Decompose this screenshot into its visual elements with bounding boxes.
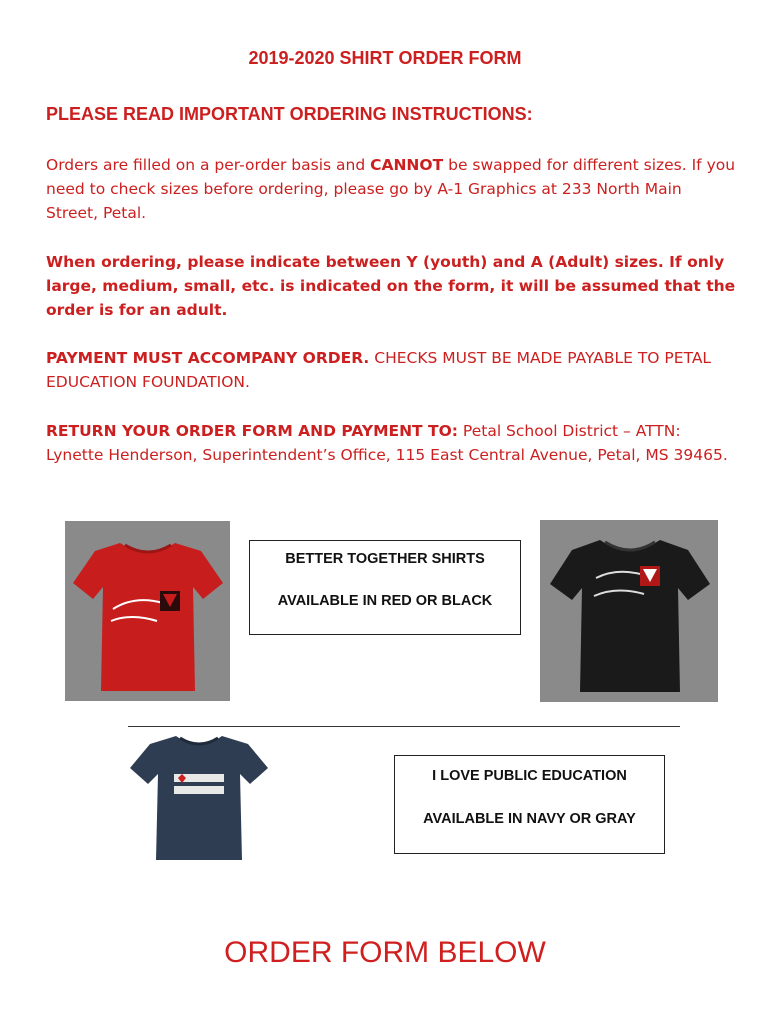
return-rest: Petal School District – ATTN: Lynette Henderson, Superintendent’s Office, 115 East Central Avenue, Petal, MS 39465.	[46, 422, 728, 464]
payment-bold: PAYMENT MUST ACCOMPANY ORDER.	[46, 349, 370, 367]
public-education-info-box	[394, 755, 665, 854]
instructions-paragraph-payment	[46, 346, 736, 394]
instructions-paragraph-youth-adult: When ordering, please indicate between Y (youth) and A (Adult) sizes. If only large, medium, small, etc. is indicated on the form, it will be assumed that the order is for an adult.	[46, 253, 736, 319]
better-together-info-box	[249, 540, 521, 635]
para1-text-end: be swapped for different sizes. If you need to check sizes before ordering, please go by A-1 Graphics at 233 North Main Street, Petal.	[46, 156, 736, 222]
public-education-title: I LOVE PUBLIC EDUCATION	[432, 768, 627, 784]
order-form-below-heading: ORDER FORM BELOW	[224, 936, 546, 969]
red-shirt-photo	[65, 521, 230, 701]
return-bold: RETURN YOUR ORDER FORM AND PAYMENT TO:	[46, 422, 458, 440]
navy-tshirt-icon	[128, 728, 270, 864]
divider-line	[128, 726, 680, 727]
public-education-colors: AVAILABLE IN NAVY OR GRAY	[423, 811, 636, 827]
instructions-paragraph-return	[46, 419, 736, 467]
payment-rest: CHECKS MUST BE MADE PAYABLE TO PETAL EDUCATION FOUNDATION.	[46, 349, 712, 391]
navy-shirt-photo	[128, 728, 270, 864]
black-shirt-photo	[540, 520, 718, 702]
instructions-heading: PLEASE READ IMPORTANT ORDERING INSTRUCTIONS:	[46, 104, 533, 124]
red-tshirt-icon	[65, 521, 230, 701]
para1-bold-cannot: CANNOT	[370, 156, 444, 174]
page-title: 2019-2020 SHIRT ORDER FORM	[248, 48, 522, 68]
instructions-paragraph-sizes	[46, 153, 736, 225]
para1-text-start: Orders are filled on a per-order basis and	[46, 156, 371, 174]
black-tshirt-icon	[540, 520, 718, 702]
better-together-title: BETTER TOGETHER SHIRTS	[285, 551, 485, 567]
better-together-colors: AVAILABLE IN RED OR BLACK	[277, 593, 493, 609]
